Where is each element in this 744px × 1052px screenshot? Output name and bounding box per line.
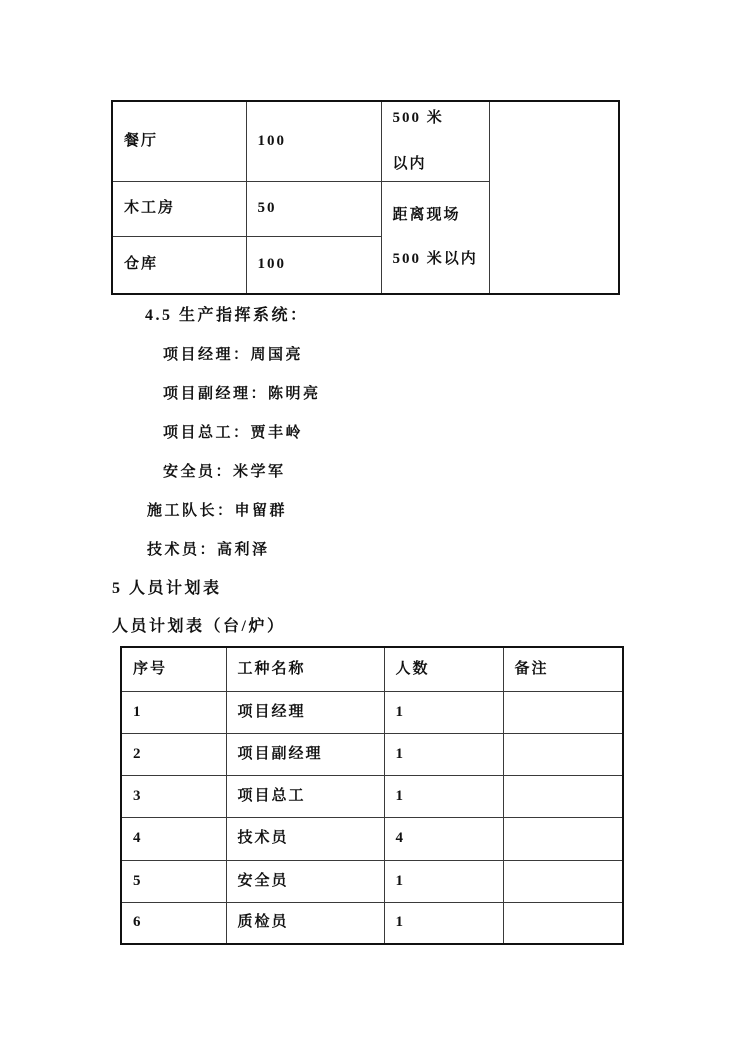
staff-line-technician: 技术员：高利泽 xyxy=(147,542,270,558)
count-cell: 1 xyxy=(384,691,503,733)
table-row xyxy=(121,902,623,944)
trade-cell: 技术员 xyxy=(226,817,384,860)
remark-cell-empty xyxy=(503,691,623,733)
table-row xyxy=(121,860,623,902)
staff-line-project-manager: 项目经理：周国亮 xyxy=(163,347,304,363)
index-cell: 6 xyxy=(121,902,226,944)
trade-cell: 项目总工 xyxy=(226,775,384,817)
count-cell: 1 xyxy=(384,860,503,902)
facilities-table xyxy=(111,100,620,295)
index-cell: 3 xyxy=(121,775,226,817)
trade-cell: 质检员 xyxy=(226,902,384,944)
count-cell: 1 xyxy=(384,775,503,817)
header-cell-remark: 备注 xyxy=(503,647,623,691)
index-cell: 1 xyxy=(121,691,226,733)
trade-cell: 项目副经理 xyxy=(226,733,384,775)
table-header-row xyxy=(121,647,623,691)
table-row xyxy=(112,101,619,181)
remark-cell-empty xyxy=(503,775,623,817)
trade-cell: 项目经理 xyxy=(226,691,384,733)
header-cell-trade: 工种名称 xyxy=(226,647,384,691)
section-heading-5: 5 人员计划表 xyxy=(112,580,222,597)
distance-line: 500 米以内 xyxy=(392,250,478,267)
facility-area-cell: 100 xyxy=(246,101,381,181)
table-row xyxy=(121,817,623,860)
facility-name-cell: 餐厅 xyxy=(112,101,246,181)
count-cell: 1 xyxy=(384,902,503,944)
personnel-table-title: 人员计划表（台/炉） xyxy=(112,618,286,635)
staff-line-chief-engineer: 项目总工：贾丰岭 xyxy=(163,425,304,441)
table-row xyxy=(121,733,623,775)
remark-cell-empty xyxy=(503,860,623,902)
personnel-table xyxy=(120,646,624,945)
table-row xyxy=(121,691,623,733)
count-cell: 4 xyxy=(384,817,503,860)
distance-line: 500 米 xyxy=(392,109,444,126)
facility-area-cell: 50 xyxy=(246,181,381,236)
trade-cell: 安全员 xyxy=(226,860,384,902)
staff-line-deputy-project-manager: 项目副经理：陈明亮 xyxy=(163,386,321,402)
remark-cell-empty xyxy=(503,733,623,775)
index-cell: 5 xyxy=(121,860,226,902)
facility-name-cell: 仓库 xyxy=(112,236,246,294)
header-cell-index: 序号 xyxy=(121,647,226,691)
section-heading-4-5: 4.5 生产指挥系统： xyxy=(145,307,309,324)
distance-line: 距离现场 xyxy=(392,207,461,223)
remark-cell-empty xyxy=(503,817,623,860)
index-cell: 4 xyxy=(121,817,226,860)
distance-merged-cell xyxy=(381,181,489,294)
table-row xyxy=(121,775,623,817)
staff-line-safety-officer: 安全员：米学军 xyxy=(163,464,286,480)
header-cell-count: 人数 xyxy=(384,647,503,691)
remark-cell-empty xyxy=(503,902,623,944)
facility-name-cell: 木工房 xyxy=(112,181,246,236)
facility-area-cell: 100 xyxy=(246,236,381,294)
distance-line: 以内 xyxy=(392,156,427,173)
staff-line-crew-leader: 施工队长：申留群 xyxy=(147,503,288,519)
count-cell: 1 xyxy=(384,733,503,775)
index-cell: 2 xyxy=(121,733,226,775)
distance-cell xyxy=(381,101,489,181)
remark-cell-empty xyxy=(489,101,619,294)
